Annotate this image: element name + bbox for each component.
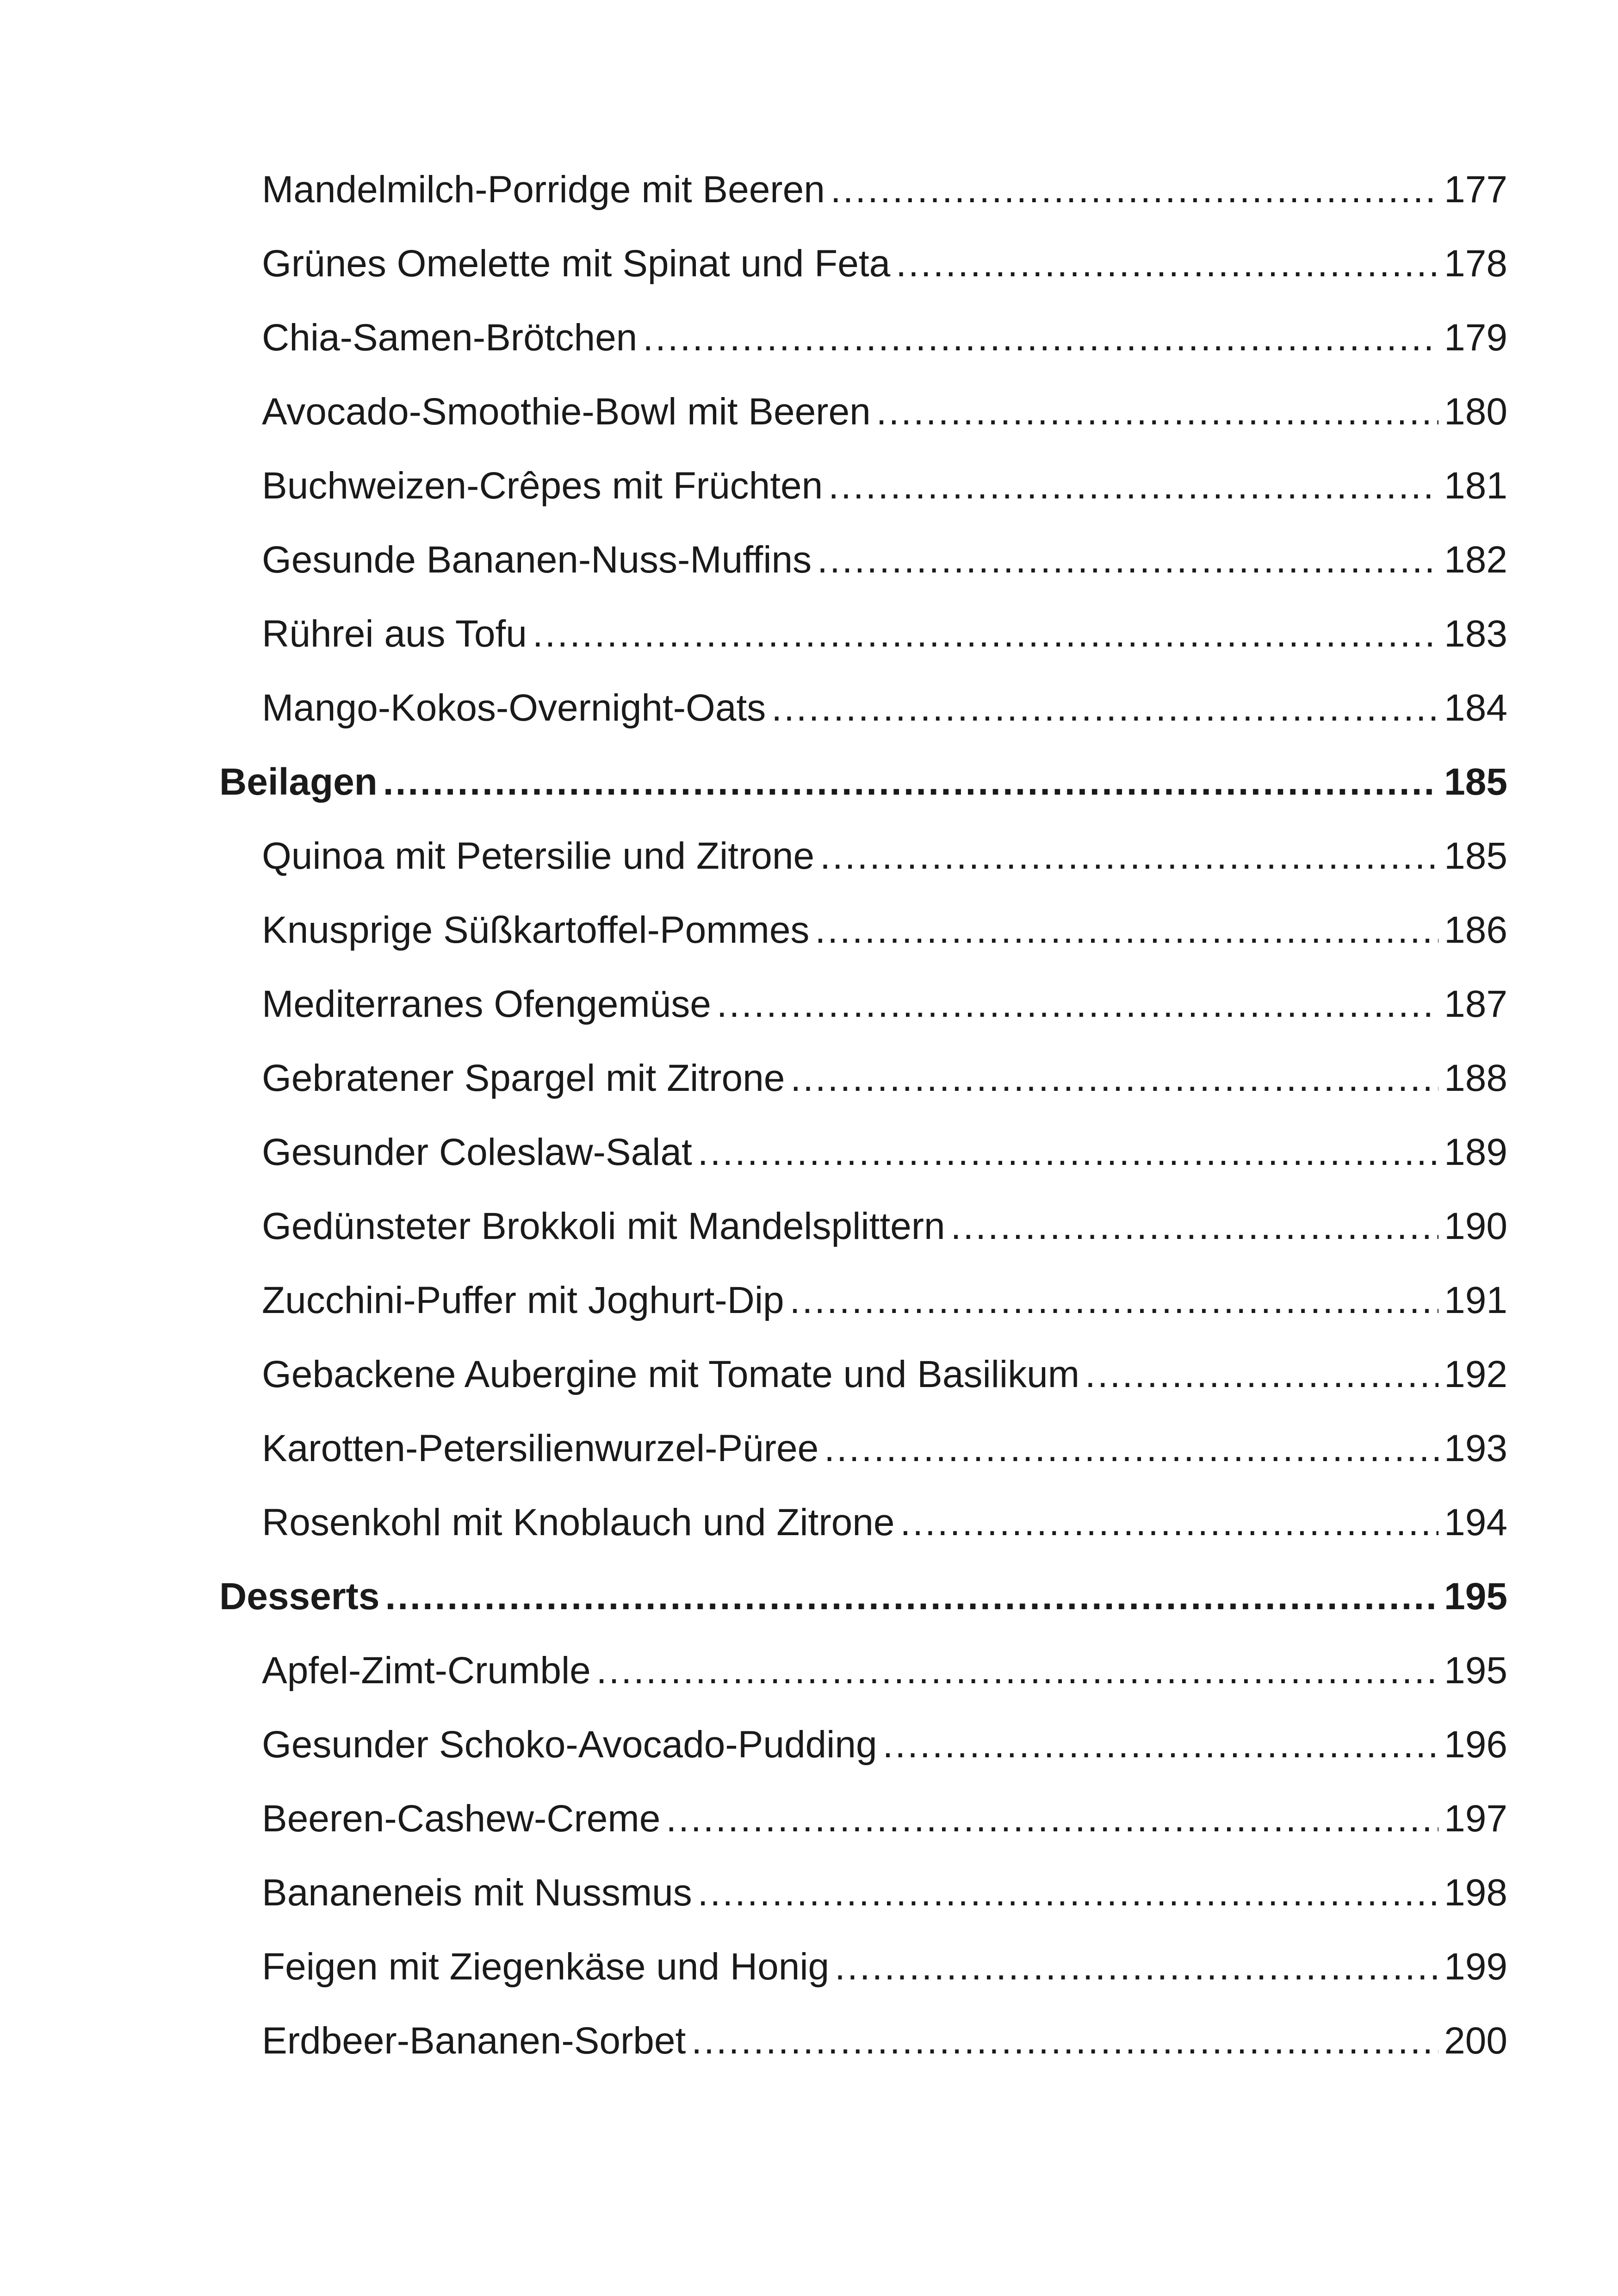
toc-entry [219, 683, 1507, 757]
toc-entry [219, 1423, 1507, 1497]
toc-entry [219, 238, 1507, 312]
toc-entry [219, 1497, 1507, 1571]
toc-entry [219, 609, 1507, 683]
toc-entry-page-number: 186 [1444, 909, 1507, 951]
toc-entry-title: Apfel-Zimt-Crumble [262, 1649, 591, 1692]
dot-leader [900, 1497, 1438, 1548]
toc-entry [219, 1941, 1507, 2016]
toc-entry-title: Gesunder Coleslaw-Salat [262, 1131, 692, 1173]
toc-entry-page-number: 197 [1444, 1798, 1507, 1840]
toc-entry-page-number: 187 [1444, 983, 1507, 1025]
toc-entry-title: Gebackene Aubergine mit Tomate und Basilikum [262, 1353, 1080, 1395]
toc-entry [219, 386, 1507, 460]
toc-entry-title: Beilagen [219, 761, 378, 803]
toc-entry [219, 1127, 1507, 1201]
toc-entry-page-number: 181 [1444, 465, 1507, 507]
dot-leader [771, 683, 1438, 734]
dot-leader [828, 460, 1438, 511]
toc-entry-page-number: 192 [1444, 1353, 1507, 1395]
toc-entry-title: Chia-Samen-Brötchen [262, 317, 638, 359]
toc-entry-title: Grünes Omelette mit Spinat und Feta [262, 243, 891, 285]
toc-entry-page-number: 199 [1444, 1946, 1507, 1988]
toc-entry-page-number: 190 [1444, 1205, 1507, 1247]
dot-leader [824, 1423, 1438, 1474]
toc-entry-page-number: 198 [1444, 1872, 1507, 1914]
dot-leader [1085, 1349, 1438, 1400]
toc-entry-page-number: 188 [1444, 1057, 1507, 1099]
toc-entry-page-number: 179 [1444, 317, 1507, 359]
table-of-contents [219, 164, 1507, 2090]
toc-entry-page-number: 195 [1444, 1575, 1507, 1618]
dot-leader [533, 609, 1438, 660]
toc-entry-title: Gebratener Spargel mit Zitrone [262, 1057, 785, 1099]
toc-entry [219, 1201, 1507, 1275]
toc-entry-title: Gesunde Bananen-Nuss-Muffins [262, 539, 812, 581]
toc-entry-page-number: 185 [1444, 835, 1507, 877]
dot-leader [643, 312, 1438, 363]
dot-leader [596, 1645, 1438, 1696]
dot-leader [815, 905, 1438, 956]
dot-leader [666, 1793, 1438, 1844]
toc-entry-title: Buchweizen-Crêpes mit Früchten [262, 465, 823, 507]
toc-entry-page-number: 189 [1444, 1131, 1507, 1173]
toc-entry-title: Avocado-Smoothie-Bowl mit Beeren [262, 391, 871, 433]
toc-entry [219, 1793, 1507, 1867]
dot-leader [698, 1127, 1438, 1178]
toc-entry-page-number: 185 [1444, 761, 1507, 803]
toc-entry-title: Feigen mit Ziegenkäse und Honig [262, 1946, 830, 1988]
toc-entry-title: Mango-Kokos-Overnight-Oats [262, 687, 766, 729]
dot-leader [691, 2016, 1438, 2066]
toc-entry [219, 1867, 1507, 1941]
toc-entry-page-number: 194 [1444, 1501, 1507, 1543]
dot-leader [831, 164, 1438, 215]
dot-leader [876, 386, 1438, 437]
toc-entry [219, 312, 1507, 386]
toc-entry-title: Bananeneis mit Nussmus [262, 1872, 692, 1914]
toc-entry-page-number: 193 [1444, 1427, 1507, 1469]
toc-entry [219, 1275, 1507, 1349]
toc-entry [219, 164, 1507, 238]
toc-entry-page-number: 196 [1444, 1724, 1507, 1766]
toc-entry-title: Karotten-Petersilienwurzel-Püree [262, 1427, 819, 1469]
toc-entry-title: Rührei aus Tofu [262, 613, 527, 655]
toc-entry-page-number: 177 [1444, 168, 1507, 211]
toc-entry [219, 2016, 1507, 2090]
dot-leader [896, 238, 1438, 289]
toc-entry-page-number: 180 [1444, 391, 1507, 433]
dot-leader [717, 979, 1438, 1030]
toc-entry-page-number: 183 [1444, 613, 1507, 655]
toc-entry-title: Gedünsteter Brokkoli mit Mandelsplittern [262, 1205, 945, 1247]
toc-entry-title: Knusprige Süßkartoffel-Pommes [262, 909, 810, 951]
toc-entry [219, 1349, 1507, 1423]
toc-entry [219, 831, 1507, 905]
toc-entry-title: Beeren-Cashew-Creme [262, 1798, 661, 1840]
toc-entry [219, 1053, 1507, 1127]
toc-entry-page-number: 195 [1444, 1649, 1507, 1692]
toc-entry [219, 1645, 1507, 1719]
toc-entry-page-number: 191 [1444, 1279, 1507, 1321]
dot-leader [820, 831, 1438, 882]
dot-leader [698, 1867, 1438, 1918]
dot-leader [883, 1719, 1439, 1770]
toc-entry-page-number: 182 [1444, 539, 1507, 581]
toc-entry-title: Zucchini-Puffer mit Joghurt-Dip [262, 1279, 784, 1321]
dot-leader [790, 1053, 1438, 1104]
toc-entry-title: Gesunder Schoko-Avocado-Pudding [262, 1724, 877, 1766]
dot-leader [383, 757, 1438, 808]
toc-entry-title: Quinoa mit Petersilie und Zitrone [262, 835, 815, 877]
toc-entry-title: Mediterranes Ofengemüse [262, 983, 711, 1025]
dot-leader [385, 1571, 1438, 1622]
dot-leader [951, 1201, 1439, 1252]
toc-entry-page-number: 184 [1444, 687, 1507, 729]
toc-entry [219, 460, 1507, 535]
toc-section-entry [219, 1571, 1507, 1645]
toc-section-entry [219, 757, 1507, 831]
dot-leader [835, 1941, 1438, 1992]
toc-entry-title: Mandelmilch-Porridge mit Beeren [262, 168, 825, 211]
dot-leader [790, 1275, 1439, 1326]
toc-entry [219, 535, 1507, 609]
toc-entry [219, 979, 1507, 1053]
toc-entry [219, 905, 1507, 979]
toc-entry-page-number: 178 [1444, 243, 1507, 285]
toc-entry-title: Desserts [219, 1575, 380, 1618]
toc-entry-title: Rosenkohl mit Knoblauch und Zitrone [262, 1501, 895, 1543]
dot-leader [817, 535, 1438, 585]
toc-entry-title: Erdbeer-Bananen-Sorbet [262, 2020, 686, 2062]
toc-entry-page-number: 200 [1444, 2020, 1507, 2062]
toc-entry [219, 1719, 1507, 1793]
